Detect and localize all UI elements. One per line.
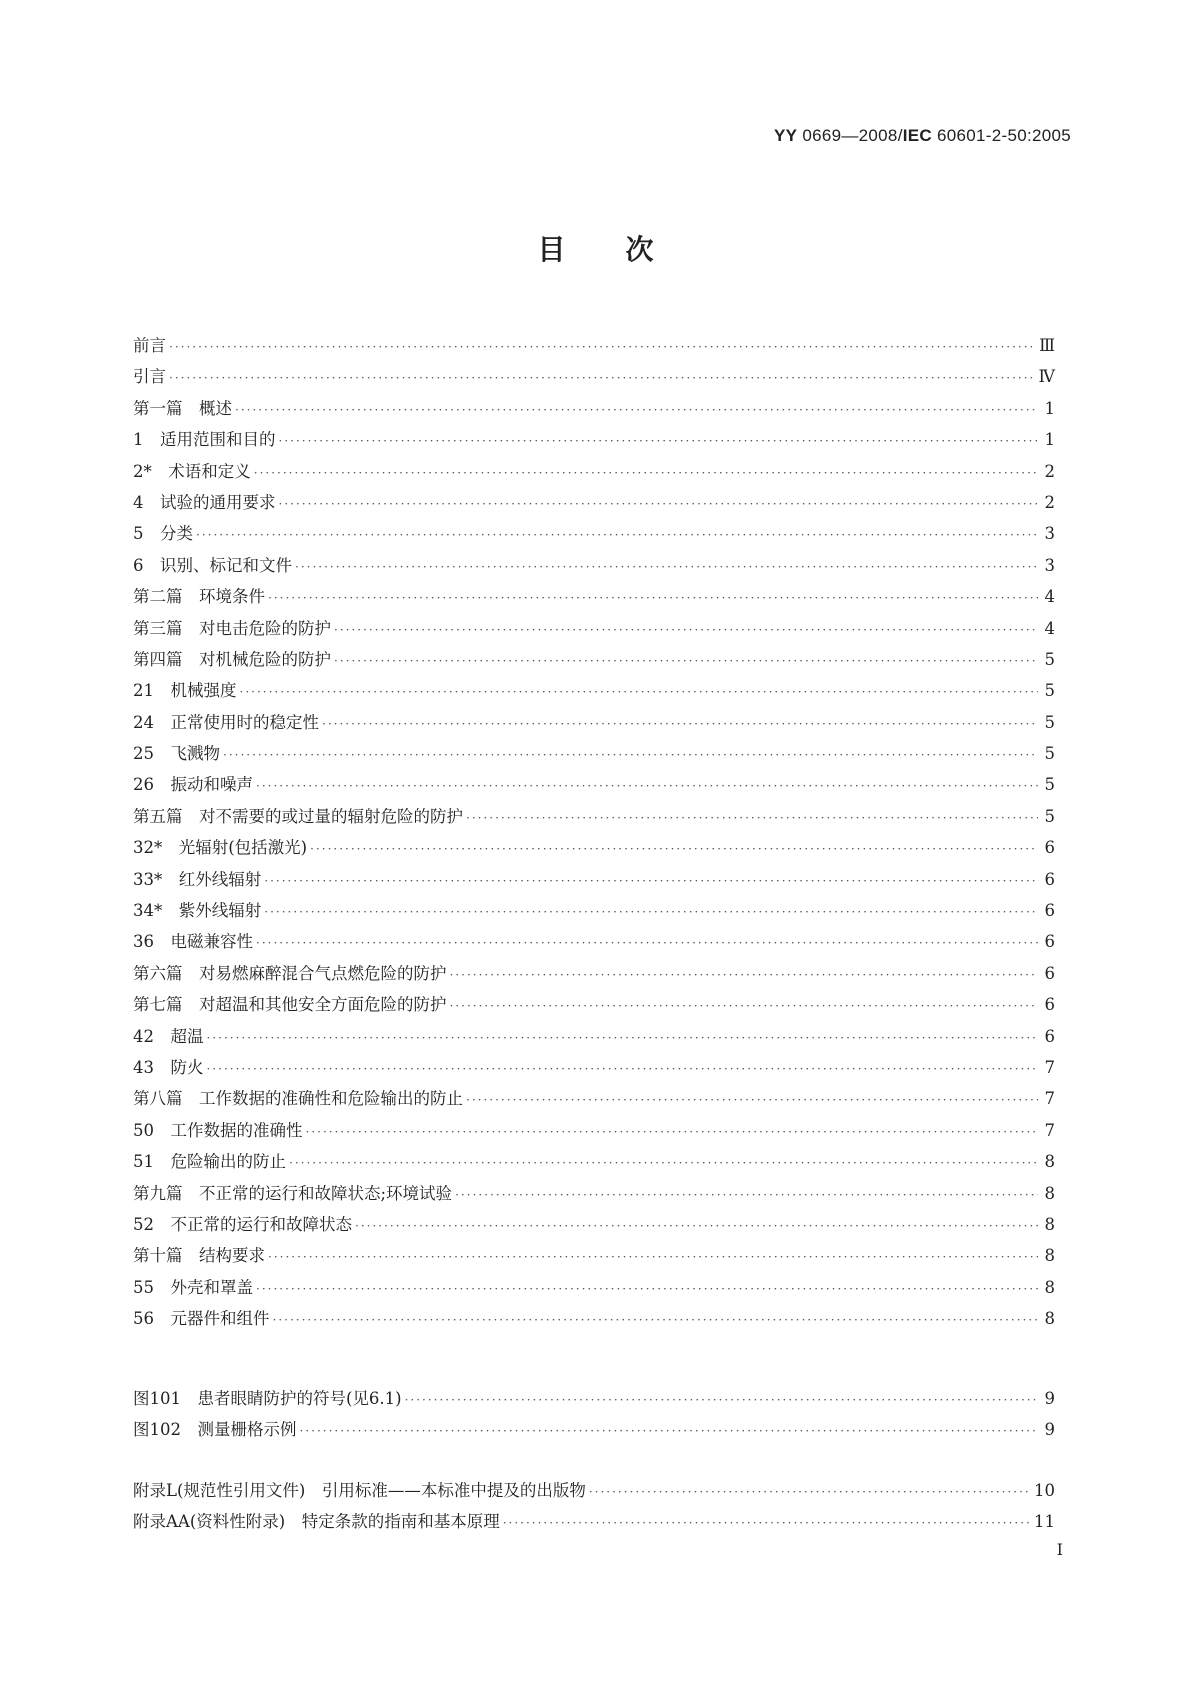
toc-entry-label: 52 不正常的运行和故障状态 — [133, 1214, 352, 1234]
annex-list — [133, 1475, 1055, 1538]
toc-entry-label: 第一篇 概述 — [133, 398, 232, 418]
toc-entry-page: 8 — [1044, 1246, 1055, 1266]
toc-entry[interactable] — [133, 864, 1055, 895]
toc-entry[interactable] — [133, 769, 1055, 800]
toc-leader-dots — [256, 1274, 1038, 1305]
toc-entry-label: 55 外壳和罩盖 — [133, 1277, 253, 1297]
toc-entry-page: 7 — [1044, 1120, 1055, 1140]
toc-leader-dots — [450, 960, 1039, 991]
toc-entry-page: 8 — [1044, 1214, 1055, 1234]
toc-entry-label: 第五篇 对不需要的或过量的辐射危险的防护 — [133, 806, 463, 826]
toc-entry-label: 26 振动和噪声 — [133, 775, 253, 795]
toc-entry-page: 6 — [1044, 1026, 1055, 1046]
toc-leader-dots — [466, 803, 1038, 834]
toc-entry-label: 34* 紫外线辐射 — [133, 901, 262, 921]
toc-leader-dots — [264, 897, 1038, 928]
iec-prefix: IEC — [902, 126, 932, 145]
toc-leader-dots — [355, 1211, 1038, 1242]
toc-entry[interactable] — [133, 1506, 1055, 1537]
page-title-left: 目 — [537, 233, 566, 266]
toc-leader-dots — [207, 1023, 1039, 1054]
toc-entry-page: 1 — [1044, 430, 1055, 450]
toc-entry-page: 8 — [1044, 1277, 1055, 1297]
iec-number: 60601-2-50:2005 — [931, 126, 1071, 145]
toc-entry[interactable] — [133, 644, 1055, 675]
toc-entry-label: 附录L(规范性引用文件) 引用标准——本标准中提及的出版物 — [133, 1481, 586, 1500]
toc-entry-page: 1 — [1044, 398, 1055, 418]
toc-entry-label: 24 正常使用时的稳定性 — [133, 712, 319, 732]
toc-entry[interactable] — [133, 1240, 1055, 1271]
toc-entry-page: 2 — [1044, 461, 1055, 481]
toc-entry-label: 第十篇 结构要求 — [133, 1246, 265, 1266]
toc-entry-page: 8 — [1044, 1152, 1055, 1172]
toc-entry-page: 9 — [1044, 1420, 1055, 1440]
toc-entry-label: 50 工作数据的准确性 — [133, 1120, 303, 1140]
toc-leader-dots — [256, 771, 1038, 802]
toc-leader-dots — [223, 740, 1038, 771]
toc-entry-page: 4 — [1044, 618, 1055, 638]
toc-entry-page: 5 — [1044, 681, 1055, 701]
toc-leader-dots — [268, 583, 1038, 614]
toc-entry-label: 33* 红外线辐射 — [133, 869, 262, 889]
page-folio: I — [1056, 1540, 1063, 1559]
toc-entry-page: 5 — [1044, 775, 1055, 795]
toc-entry-label: 5 分类 — [133, 524, 193, 544]
page-title — [0, 228, 1191, 268]
toc-leader-dots — [466, 1085, 1038, 1116]
standard-number-header — [774, 126, 1071, 146]
toc-entry[interactable] — [133, 1303, 1055, 1334]
toc-leader-dots — [207, 1054, 1039, 1085]
toc-entry-label: 第二篇 环境条件 — [133, 587, 265, 607]
toc-entry[interactable] — [133, 1178, 1055, 1209]
toc-leader-dots — [264, 866, 1038, 897]
toc-entry[interactable] — [133, 958, 1055, 989]
toc-entry-label: 2* 术语和定义 — [133, 461, 251, 481]
toc-entry[interactable] — [133, 707, 1055, 738]
toc-entry-label: 前言 — [133, 336, 166, 355]
toc-leader-dots — [310, 834, 1038, 865]
toc-entry-page: 9 — [1044, 1389, 1055, 1408]
toc-entry[interactable] — [133, 1414, 1055, 1445]
toc-entry-label: 第六篇 对易燃麻醉混合气点燃危险的防护 — [133, 963, 447, 983]
toc-entry[interactable] — [133, 518, 1055, 549]
toc-entry-page: 8 — [1044, 1309, 1055, 1329]
toc-entry-label: 42 超温 — [133, 1026, 204, 1046]
toc-leader-dots — [268, 1242, 1038, 1273]
toc-entry-page: 5 — [1044, 712, 1055, 732]
toc-entry[interactable] — [133, 1083, 1055, 1114]
toc-entry-label: 第四篇 对机械危险的防护 — [133, 649, 331, 669]
toc-leader-dots — [289, 1148, 1038, 1179]
toc-leader-dots — [169, 332, 1036, 363]
standard-prefix: YY — [774, 126, 798, 145]
toc-leader-dots — [279, 489, 1039, 520]
toc-entry[interactable] — [133, 738, 1055, 769]
toc-leader-dots — [279, 426, 1039, 457]
toc-leader-dots — [254, 458, 1038, 489]
toc-entry-label: 32* 光辐射(包括激光) — [133, 838, 308, 858]
toc-leader-dots — [334, 615, 1038, 646]
toc-entry-label: 第九篇 不正常的运行和故障状态;环境试验 — [133, 1183, 453, 1203]
toc-entry-label: 6 识别、标记和文件 — [133, 555, 292, 575]
toc-leader-dots — [196, 520, 1038, 551]
toc-entry[interactable] — [133, 581, 1055, 612]
toc-leader-dots — [322, 709, 1038, 740]
table-of-contents — [133, 330, 1055, 1335]
toc-leader-dots — [455, 1180, 1038, 1211]
toc-entry-label: 56 元器件和组件 — [133, 1309, 270, 1329]
toc-leader-dots — [169, 363, 1036, 394]
toc-entry-label: 51 危险输出的防止 — [133, 1152, 286, 1172]
toc-entry-page: 5 — [1044, 806, 1055, 826]
toc-entry[interactable] — [133, 926, 1055, 957]
toc-entry-label: 附录AA(资料性附录) 特定条款的指南和基本原理 — [133, 1512, 500, 1532]
toc-entry[interactable] — [133, 330, 1055, 361]
toc-leader-dots — [306, 1117, 1039, 1148]
toc-entry-label: 1 适用范围和目的 — [133, 430, 276, 450]
toc-leader-dots — [273, 1305, 1039, 1336]
toc-entry-page: Ⅲ — [1039, 336, 1055, 355]
toc-entry-page: 6 — [1044, 901, 1055, 921]
toc-entry-label: 第八篇 工作数据的准确性和危险输出的防止 — [133, 1089, 463, 1109]
toc-entry[interactable] — [133, 675, 1055, 706]
page-title-right: 次 — [625, 233, 654, 266]
toc-leader-dots — [235, 395, 1038, 426]
toc-entry[interactable] — [133, 456, 1055, 487]
toc-entry-label: 4 试验的通用要求 — [133, 492, 276, 512]
standard-number: 0669—2008/ — [797, 126, 903, 145]
figure-list — [133, 1383, 1055, 1446]
toc-entry-page: 6 — [1044, 838, 1055, 858]
toc-entry[interactable] — [133, 989, 1055, 1020]
toc-entry[interactable] — [133, 1146, 1055, 1177]
toc-entry-page: 6 — [1044, 869, 1055, 889]
toc-entry-page: 3 — [1044, 524, 1055, 544]
toc-leader-dots — [334, 646, 1038, 677]
toc-entry-page: 6 — [1044, 932, 1055, 952]
toc-entry-page: 8 — [1044, 1183, 1055, 1203]
toc-entry-label: 图101 患者眼睛防护的符号(见6.1) — [133, 1389, 402, 1408]
toc-entry[interactable] — [133, 801, 1055, 832]
toc-entry[interactable] — [133, 393, 1055, 424]
toc-entry-label: 43 防火 — [133, 1057, 204, 1077]
toc-leader-dots — [450, 991, 1039, 1022]
toc-entry-page: 6 — [1044, 995, 1055, 1015]
toc-entry[interactable] — [133, 895, 1055, 926]
toc-entry-label: 第七篇 对超温和其他安全方面危险的防护 — [133, 995, 447, 1015]
toc-entry[interactable] — [133, 1383, 1055, 1414]
toc-leader-dots — [256, 928, 1038, 959]
toc-leader-dots — [295, 552, 1038, 583]
toc-entry-page: 10 — [1034, 1481, 1055, 1500]
toc-entry-page: 7 — [1044, 1057, 1055, 1077]
toc-entry[interactable] — [133, 1115, 1055, 1146]
toc-entry-label: 图102 测量栅格示例 — [133, 1420, 297, 1440]
toc-entry[interactable] — [133, 613, 1055, 644]
toc-entry[interactable] — [133, 550, 1055, 581]
toc-entry-page: 6 — [1044, 963, 1055, 983]
toc-leader-dots — [240, 677, 1039, 708]
toc-leader-dots — [300, 1416, 1039, 1447]
toc-entry-label: 21 机械强度 — [133, 681, 237, 701]
toc-entry-page: 5 — [1044, 649, 1055, 669]
toc-entry[interactable] — [133, 361, 1055, 392]
toc-entry-label: 第三篇 对电击危险的防护 — [133, 618, 331, 638]
toc-entry-page: 11 — [1034, 1512, 1055, 1532]
toc-entry[interactable] — [133, 832, 1055, 863]
toc-entry-page: 7 — [1044, 1089, 1055, 1109]
toc-leader-dots — [589, 1477, 1031, 1508]
toc-entry[interactable] — [133, 1021, 1055, 1052]
toc-entry-page: 4 — [1044, 587, 1055, 607]
toc-leader-dots — [405, 1385, 1038, 1416]
toc-entry[interactable] — [133, 487, 1055, 518]
toc-entry-label: 36 电磁兼容性 — [133, 932, 253, 952]
toc-entry[interactable] — [133, 1052, 1055, 1083]
toc-entry[interactable] — [133, 1475, 1055, 1506]
toc-entry-label: 引言 — [133, 367, 166, 387]
toc-entry-page: 2 — [1044, 492, 1055, 512]
toc-entry-page: 5 — [1044, 744, 1055, 764]
toc-entry-label: 25 飞溅物 — [133, 744, 220, 764]
toc-entry-page: Ⅳ — [1038, 367, 1055, 387]
toc-entry[interactable] — [133, 1272, 1055, 1303]
toc-entry-page: 3 — [1044, 555, 1055, 575]
toc-entry[interactable] — [133, 424, 1055, 455]
toc-leader-dots — [503, 1508, 1031, 1539]
toc-entry[interactable] — [133, 1209, 1055, 1240]
